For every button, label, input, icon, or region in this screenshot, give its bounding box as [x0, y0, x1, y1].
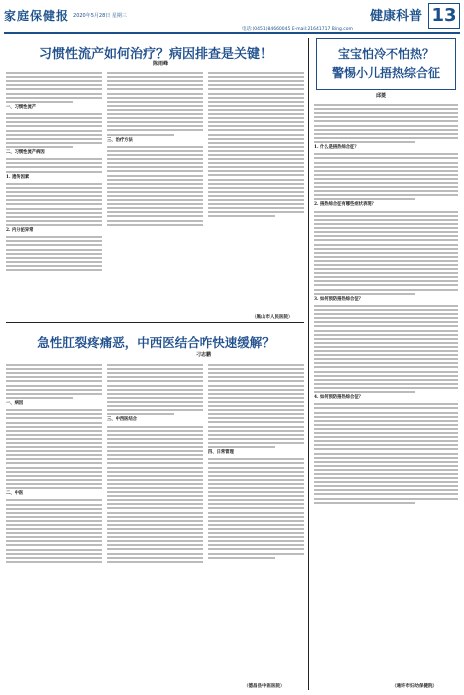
article1-byline: 陈雨峰 — [153, 61, 169, 67]
article1-subhead-1: 一、习惯性流产 — [6, 104, 37, 110]
newspaper-brand: 家庭保健报 — [4, 8, 70, 23]
article2-col1 — [6, 362, 102, 688]
article1-headline: 习惯性流产如何治疗？病因排查是关键！ — [38, 47, 273, 62]
article2-headline: 急性肛裂疼痛恶，中西医结合咋快速缓解？ — [37, 335, 275, 350]
article3-byline: 邱菱 — [376, 93, 387, 99]
article2-subhead-3: 三、中西医结合 — [107, 417, 138, 423]
article3-subhead-1: 1. 什么是捂热综合征？ — [314, 145, 359, 151]
article2-subhead-1: 一、病因 — [6, 400, 24, 406]
article3-headline-line1: 宝宝怕冷不怕热？ — [337, 47, 434, 61]
article1-subhead-5: 三、治疗方法 — [107, 137, 133, 143]
masthead — [0, 0, 464, 32]
article2-col2 — [107, 362, 203, 688]
divider-h — [6, 322, 304, 323]
article2-col3 — [208, 362, 304, 680]
article1-col3 — [208, 70, 304, 312]
article1-subhead-4: 2. 内分泌异常 — [6, 227, 34, 233]
article3-source: （通许市妇幼保健院） — [392, 684, 437, 689]
divider-v — [308, 38, 309, 690]
article3-subhead-4: 4. 如何预防捂热综合征？ — [314, 395, 363, 401]
masthead-left — [4, 6, 186, 24]
article3-subhead-2: 2. 捂热综合征有哪些症状表现？ — [314, 202, 376, 208]
masthead-rule — [4, 32, 460, 34]
page-number: 13 — [428, 3, 460, 29]
article2-byline: 刁志鹏 — [196, 352, 212, 358]
article2-subhead-2: 二、中医 — [6, 491, 24, 497]
article2-source: （德昌县中医医院） — [244, 684, 285, 689]
article1-col1 — [6, 70, 102, 312]
article3-col — [314, 102, 458, 680]
section-title: 健康科普 — [369, 9, 422, 24]
article2-subhead-4: 四、日常管理 — [208, 450, 234, 456]
issue-date: 2020年5月28日 星期三 — [73, 12, 127, 19]
article1-source: （黑山市人民医院） — [252, 315, 293, 320]
contact-line: 电话:(0451)84660045 E-mail:21641717 Bing.com — [242, 27, 353, 32]
article3-headline-line2: 警惕小儿捂热综合征 — [331, 66, 440, 80]
article1-subhead-2: 二、习惯性流产病因 — [6, 149, 45, 155]
article1-subhead-3: 1. 遗传因素 — [6, 174, 30, 180]
article1-col2 — [107, 70, 203, 312]
article3-subhead-3: 3. 如何预防捂热综合征？ — [314, 296, 363, 302]
